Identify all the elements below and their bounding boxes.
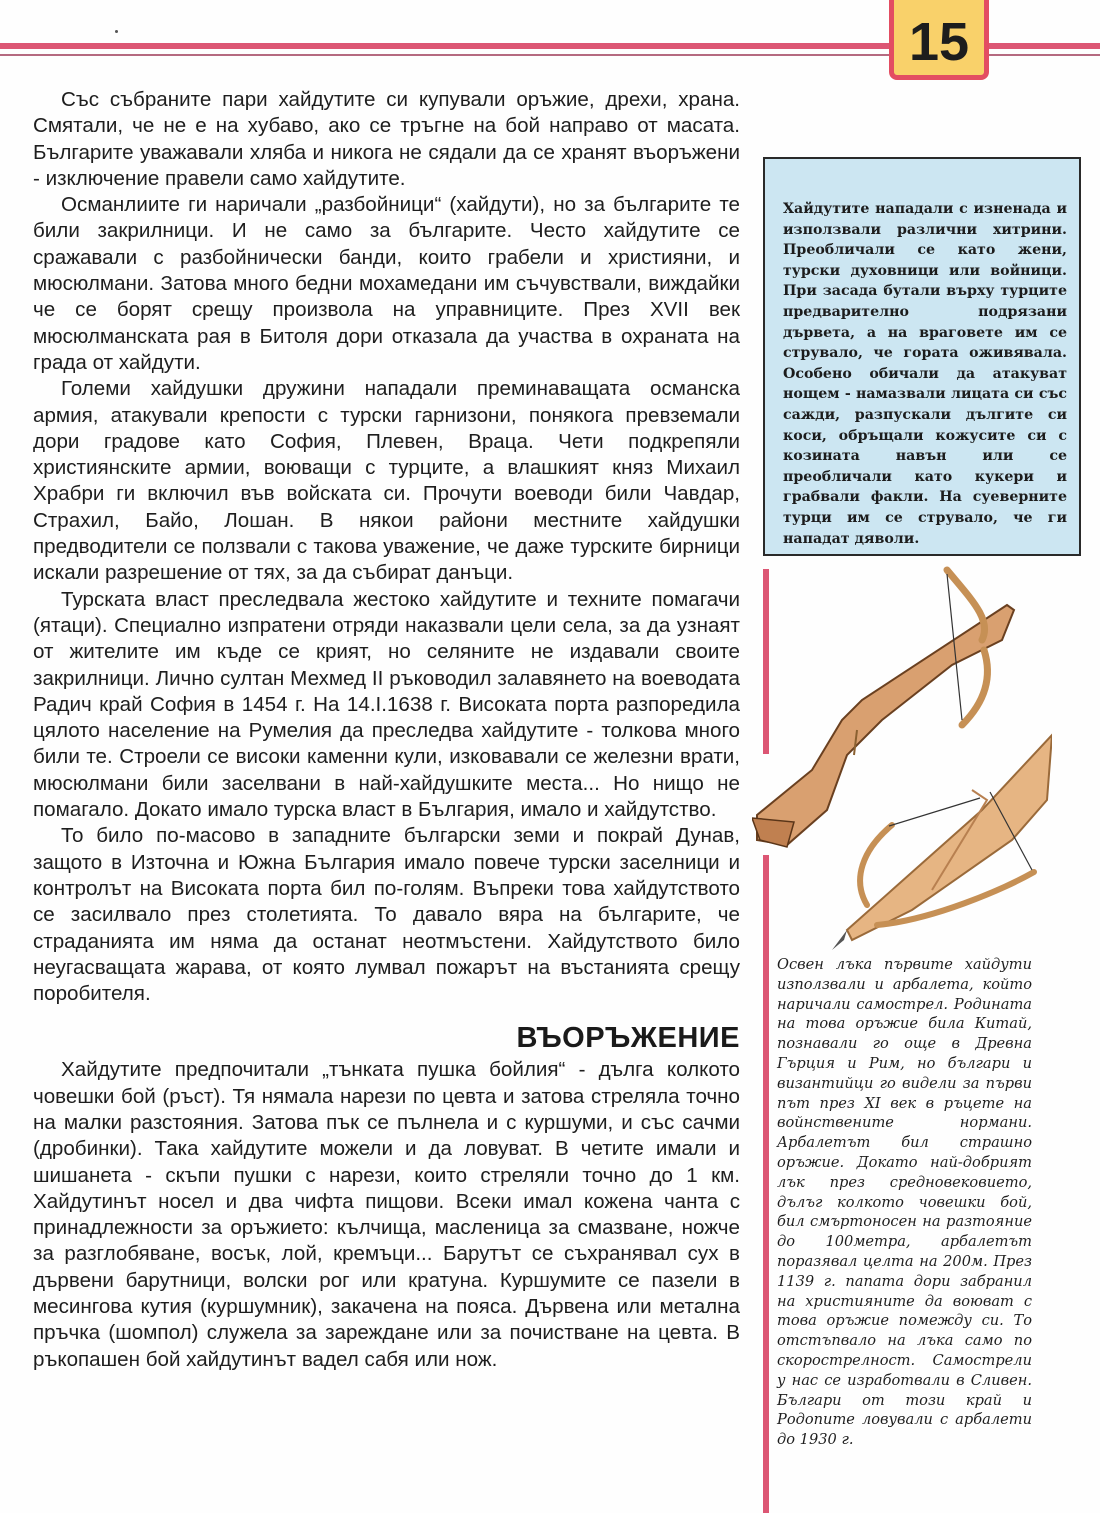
paragraph: То било по-масово в западните български земи и покрай Дунав, защото в Източна и Южна България имало повече турски заселници и контролът на Високата порта бил по-голям. Въпреки това хайдутството се засилвало през столетията. То давало вяра на българите, че страданията им няма да останат неотмъстени. Хайдутството било неугасващата жарава, от която лумвал пожарът на въстанията срещу поробителя. bbox=[33, 824, 740, 1006]
print-speck bbox=[115, 30, 118, 33]
sidebar-text: Хайдутите нападали с изненада и използвали различни хитрини. Преобличали се като жени, турски духовници или войници. При засада бутали върху турците предварително подрязани дървета, а на враговете им се струвало, че гората оживявала. Особено обичали да атакуват нощем - намазвали лицата си със сажди, разпускали дългите си коси, обръщали кожусите си с козината навън или се преобличали като кукери и грабвали факли. На суеверните турци им се струвало, че ги нападат дяволи. bbox=[783, 201, 1067, 547]
illustration-caption bbox=[777, 955, 1032, 1450]
sidebar-box bbox=[763, 157, 1081, 556]
page-number-badge bbox=[889, 0, 989, 80]
paragraph: Хайдутите предпочитали „тънката пушка бойлия“ - дълга колкото човешки бой (ръст). Тя нямала нарези по цевта и затова стреляла точно на малки разстояния. Затова пък се пълнела и с куршуми, и със сачми (дробинки). Така хайдутите можели и да ловуват. В четите имали и шишанета - скъпи пушки с нарези, които стреляли точно до 1 км. Хайдутинът носел и два чифта пищови. Всеки имал кожена чанта с принадлежности за оръжието: кълчища, масленица за смазване, ножче за разглобяване, восък, лой, кремъци... Барутът се съхранявал сух в дървени барутници, волски рог или кратуна. Куршумите се пазели в месингова кутия (куршумник), закачена на пояса. Дървена или метална пръчка (шомпол) служела за зареждане или за почистване на цевта. В ръкопашен бой хайдутинът вадел сабя или нож. bbox=[33, 1058, 740, 1371]
crossbow-icon bbox=[752, 570, 1014, 847]
paragraph: Турската власт преследвала жестоко хайдутите и техните помагачи (ятаци). Специално изпратени отряди наказвали цели села, за да узнаят от жителите им къде се крият, но селяните не издавали своите закрилници. Лично султан Мехмед II ръководил залавянето на воеводата Радич край София в 1454 г. На 14.I.1638 г. Високата порта разпоредила цялото население на Румелия да преследва хайдутите - толкова много били те. Строели се високи каменни кули, изковавали се железни врати, мюсюлмани били заселвани в най-хайдушките места... Но нищо не помагало. Докато имало турска власт в България, имало и хайдутство. bbox=[33, 587, 740, 822]
page-number: 15 bbox=[908, 12, 970, 72]
paragraph: Със събраните пари хайдутите си купували оръжие, дрехи, храна. Смятали, че не е на хубаво, ако се тръгне на бой направо от масата. Българите уважавали хляба и никога не сядали да се хранят въоръжени - изключение правели само хайдутите. bbox=[33, 88, 740, 190]
crossbow-illustration bbox=[752, 560, 1052, 955]
section-heading: ВЪОРЪЖЕНИЕ bbox=[516, 1022, 740, 1055]
main-article bbox=[33, 87, 740, 1373]
crossbow-icon bbox=[832, 735, 1052, 950]
paragraph: Големи хайдушки дружини нападали преминаващата османска армия, атакували крепости с турски гарнизони, понякога превземали дори градове като София, Плевен, Враца. Чети подкрепяли християнските армии, воюващи с турците, а влашкият княз Михаил Храбри ги включил във войската си. Прочути воеводи били Чавдар, Страхил, Байо, Лошан. В някои райони местните хайдушки предводители се ползвали с такова уважение, че даже турските бирници искали разрешение от тях, за да събират данъци. bbox=[33, 377, 740, 585]
caption-text: Освен лъка първите хайдути използвали и арбалета, който наричали самострел. Родината на това оръжие била Китай, познавали го още в Древна Гърция и Рим, но българи и византийци го видели за първи път през XI век в ръцете на войнствените нормани. Арбалетът бил страшно оръжие. Докато най-добрият лък през средновековието, дълъг колкото човешки бой, бил смъртоносен на разтояние до 100метра, арбалетът поразявал целта на 200м. През 1139 г. папата дори забранил на християните да воюват с това оръжие помежду си. То отстъпвало на лъка само по скорострелност. Самострели у нас се изработвали в Сливен. Българи от този край и Родопите ловували с арбалети до 1930 г. bbox=[777, 956, 1032, 1449]
paragraph: Османлиите ги наричали „разбойници“ (хайдути), но за българите те били закрилници. И не само за българите. Често хайдутите се сражавали с разбойнически банди, които грабели и християни, и мюсюлмани. Затова много бедни мохамедани им съчувствали, виждайки че се борят срещу произвола на управниците. През XVII век мюсюлманската рая в Битоля дори отказала да участва в охраната на града от хайдути. bbox=[33, 193, 740, 374]
